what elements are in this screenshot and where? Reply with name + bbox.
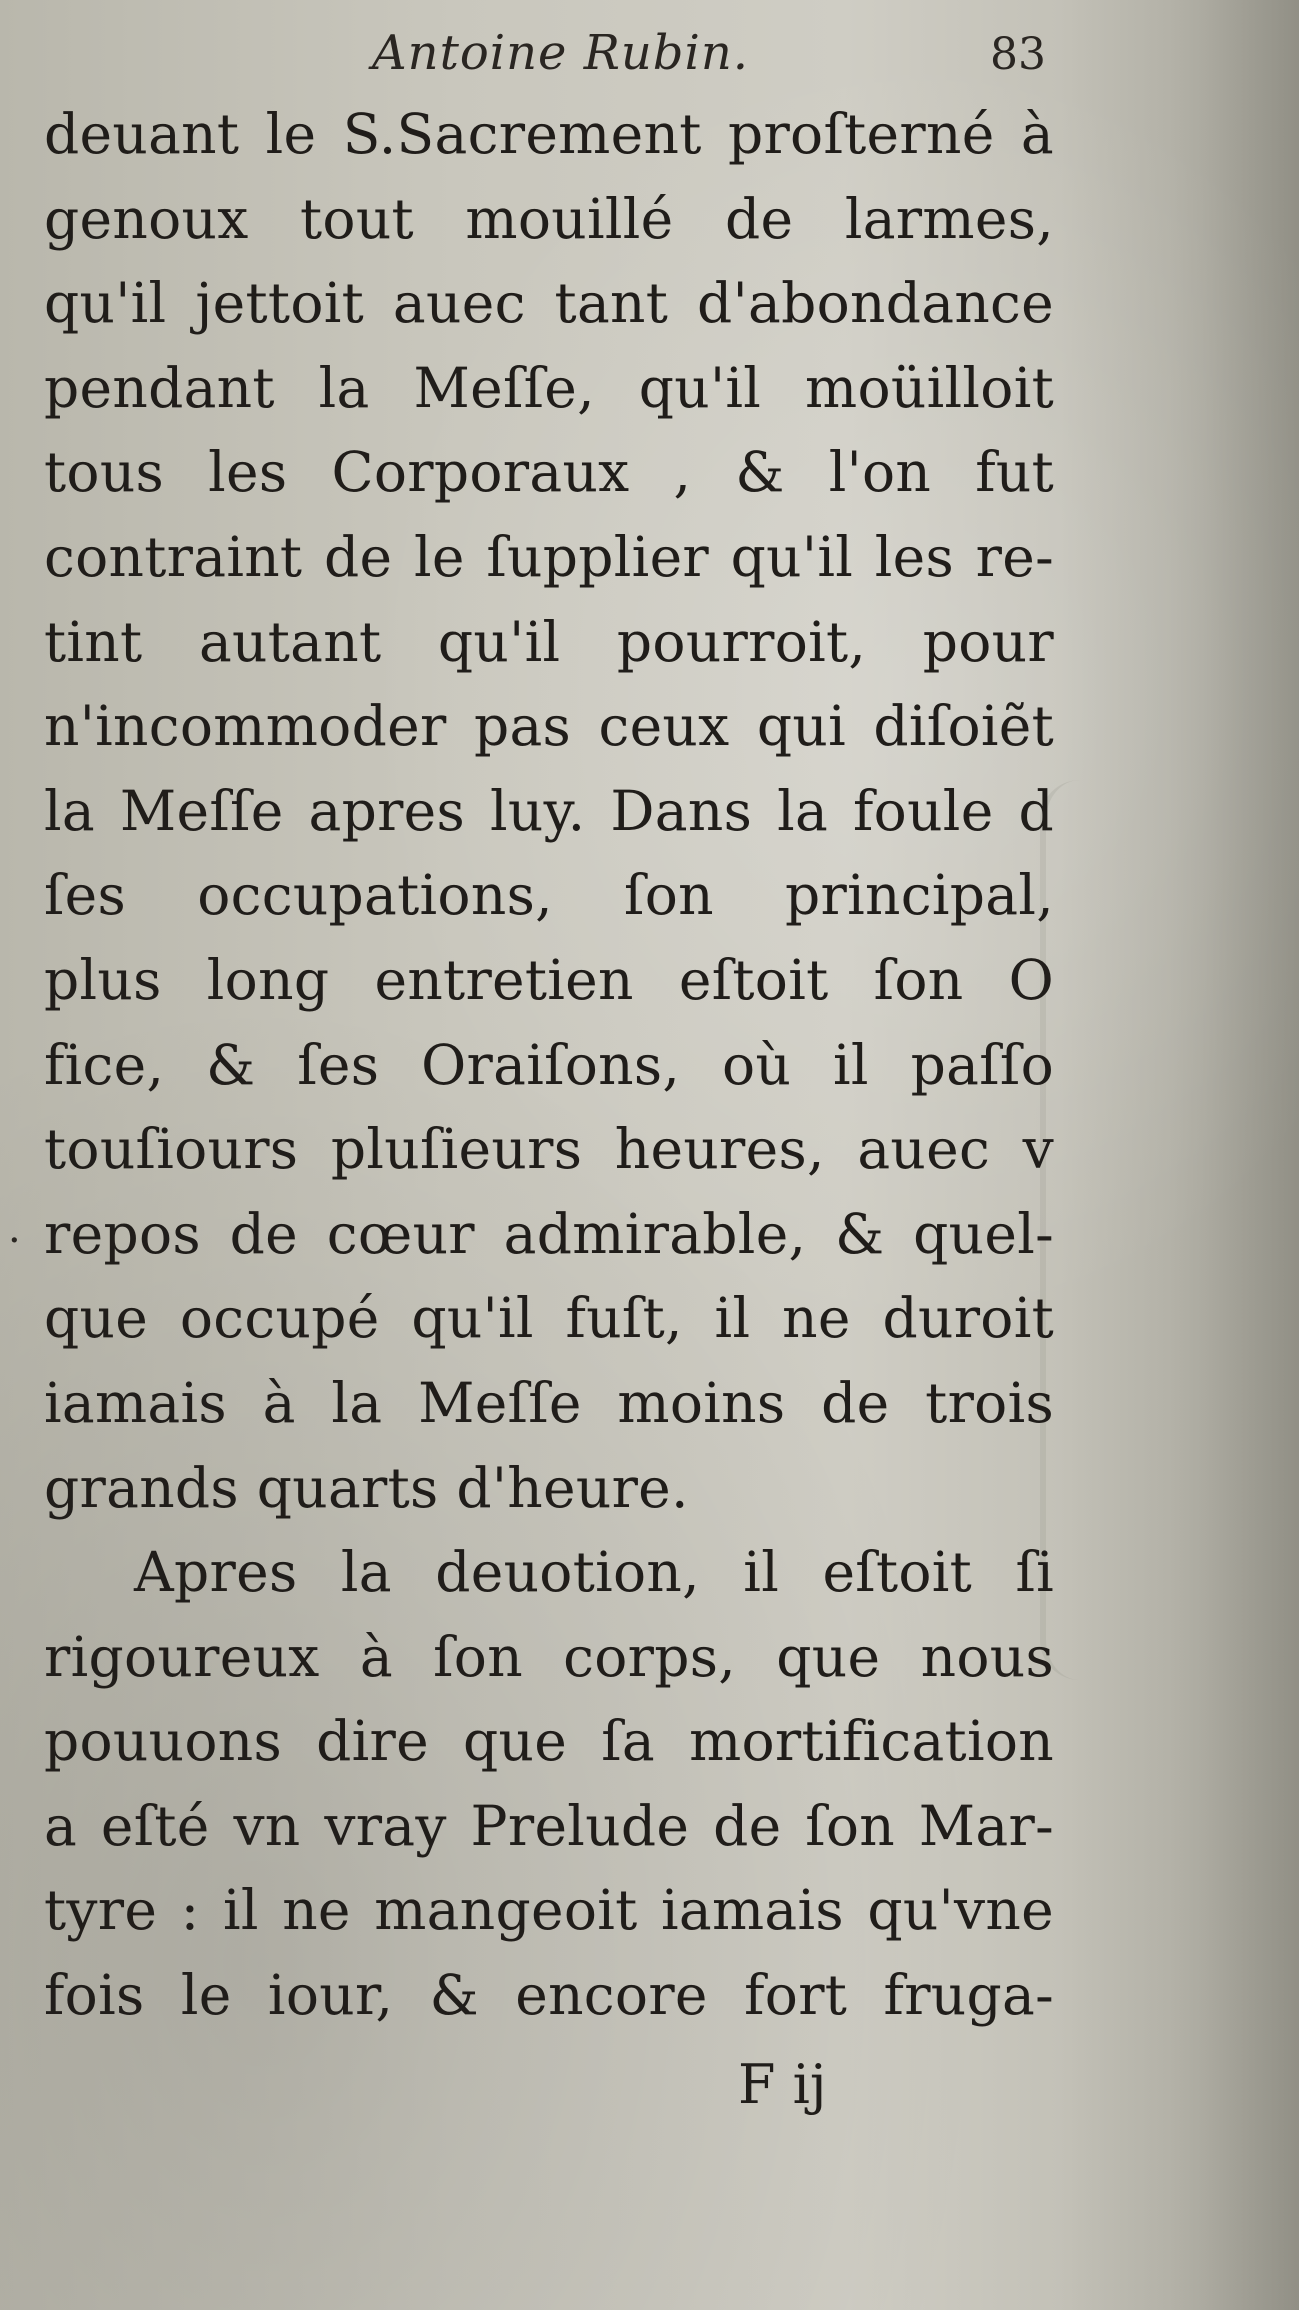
text-line: grands quarts d'heure. [44,1455,689,1520]
text-line: fois le iour, & encore fort fruga- [44,1963,1054,2028]
text-line: qu'il jettoit auec tant d'abondance [44,271,1054,336]
text-line: iamais à la Meſſe moins de trois [44,1370,1054,1435]
text-line: repos de cœur admirable, & quel- [44,1201,1054,1266]
text-line: genoux tout mouillé de larmes, [44,186,1054,251]
text-line: tyre : il ne mangeoit iamais qu'vne [44,1878,1054,1943]
text-line: contraint de le ſupplier qu'il les re- [44,524,1054,589]
text-line: que occupé qu'il fuſt, il ne duroit [44,1286,1054,1351]
text-line: rigoureux à ſon corps, que nous [44,1624,1054,1689]
text-line-paragraph-start: Apres la deuotion, il eſtoit ſi [134,1540,1054,1605]
margin-mark: · [8,1218,21,1264]
text-line: touſiours pluſieurs heures, auec v [44,1117,1054,1182]
text-line: plus long entretien eſtoit ſon O [44,947,1054,1012]
page-number: 83 [990,29,1046,80]
text-line: pendant la Meſſe, qu'il moüilloit [44,355,1054,420]
text-line: tint autant qu'il pourroit, pour [44,609,1054,674]
text-line: la Meſſe apres luy. Dans la foule d [44,778,1054,843]
text-line: fice, & ſes Oraiſons, où il paſſo [44,1032,1054,1097]
text-line: pouuons dire que ſa mortification [44,1709,1054,1774]
body-text [44,92,1054,2038]
text-line: deuant le S.Sacrement proſterné à [44,102,1054,166]
text-line: tous les Corporaux , & l'on fut [44,440,1054,505]
text-line: ſes occupations, ſon principal, [44,863,1054,928]
signature-mark: F ij [738,2053,827,2116]
text-line: n'incommoder pas ceux qui diſoiẽt [44,694,1054,759]
text-line: a eſté vn vray Prelude de ſon Mar- [44,1793,1054,1858]
show-through-imprint [1040,780,1299,1680]
page-header [0,18,1299,88]
running-head: Antoine Rubin. [372,25,749,81]
